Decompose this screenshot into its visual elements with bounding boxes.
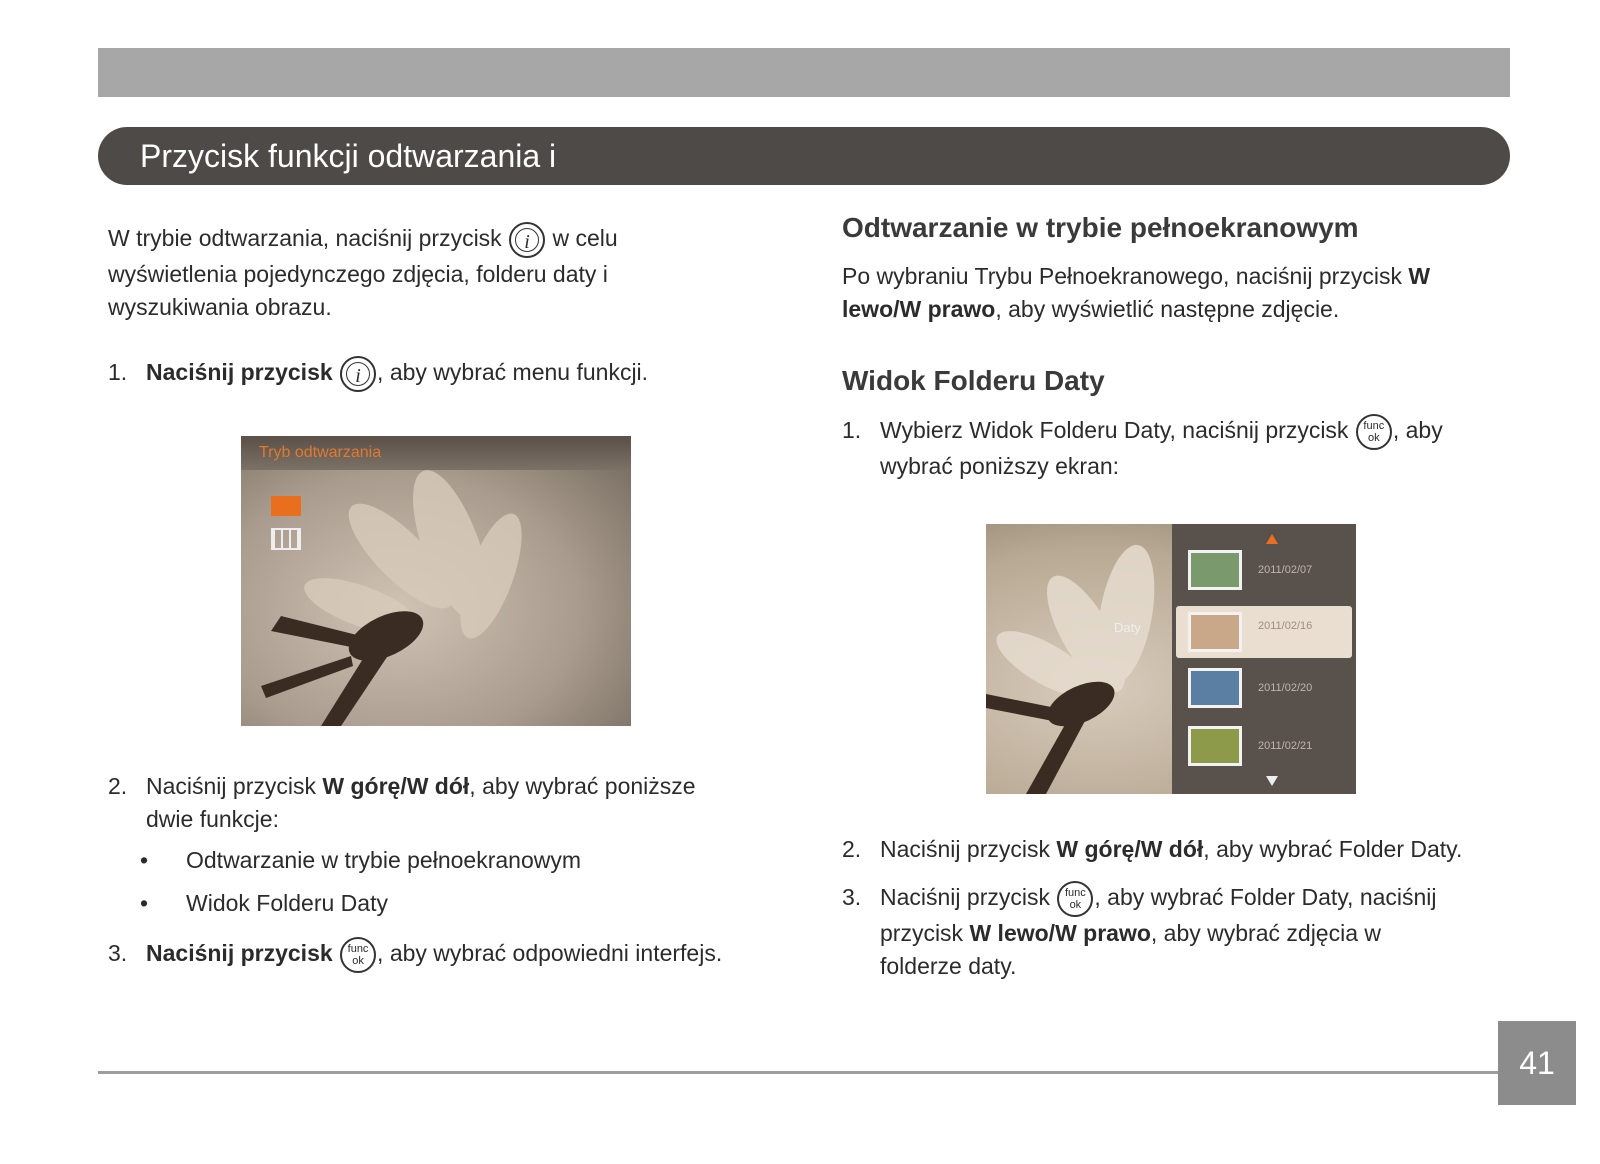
- right-step-2: 2. Naciśnij przycisk W górę/W dół, aby wybrać Folder Daty.: [842, 833, 1462, 866]
- left-step-3: [108, 937, 722, 973]
- flower-image: [241, 436, 631, 726]
- step3-bold-text: Naciśnij przycisk: [146, 940, 333, 967]
- step-number: 3.: [842, 884, 862, 910]
- info-button-icon: i: [509, 222, 545, 258]
- intro-text-line3: wyszukiwania obrazu.: [108, 294, 332, 320]
- step-number: 1.: [108, 359, 128, 385]
- date-folder-screenshot: [986, 524, 1356, 794]
- step-number: 1.: [842, 417, 862, 443]
- left-step-2: 2. Naciśnij przycisk W górę/W dół, aby wybrać poniższe dwie funkcje:: [108, 770, 696, 836]
- arrow-up-icon: [1266, 534, 1278, 544]
- intro-paragraph: [108, 222, 618, 324]
- arrow-down-icon: [1266, 776, 1278, 786]
- header-band: [98, 48, 1510, 97]
- intro-text-a: W trybie odtwarzania, naciśnij przycisk: [108, 225, 502, 252]
- right-step-3: 3. Naciśnij przycisk func ok , aby wybrać Folder Daty, naciśnij przycisk W lewo/W prawo, aby wybrać zdjęcia w folderze daty.: [842, 881, 1437, 983]
- intro-text-line2: wyświetlenia pojedynczego zdjęcia, folderu daty i: [108, 261, 608, 287]
- folder-date: 2011/02/16: [1258, 620, 1313, 632]
- step2-text-line2: dwie funkcje:: [146, 806, 279, 832]
- folder-thumbnail: [1188, 612, 1242, 652]
- step3-text: , aby wybrać odpowiedni interfejs.: [377, 940, 723, 967]
- bullet-item: • Odtwarzanie w trybie pełnoekranowym: [140, 847, 582, 873]
- left-step-1: [108, 356, 648, 392]
- step-number: 3.: [108, 940, 128, 966]
- date-folder-list: [1172, 524, 1356, 794]
- section-title: Przycisk funkcji odtwarzania i: [98, 127, 1510, 185]
- step-number: 2.: [108, 773, 128, 799]
- page-number: 41: [1498, 1021, 1576, 1105]
- single-view-mode-icon: [271, 496, 301, 516]
- heading-fullscreen: Odtwarzanie w trybie pełnoekranowym: [842, 212, 1359, 243]
- screen-menu-header: Tryb odtwarzania: [241, 436, 631, 470]
- bullet-item: • Widok Folderu Daty: [140, 890, 388, 916]
- date-folder-mode-icon: [271, 528, 301, 550]
- func-ok-button-icon: func ok: [340, 937, 376, 973]
- folder-thumbnail: [1188, 550, 1242, 590]
- date-mode-label: Daty: [1114, 620, 1141, 635]
- step1-text: , aby wybrać menu funkcji.: [377, 359, 649, 386]
- folder-date: 2011/02/21: [1258, 740, 1313, 752]
- footer-divider: [98, 1071, 1498, 1074]
- folder-date: 2011/02/07: [1258, 564, 1313, 576]
- folder-thumbnail: [1188, 726, 1242, 766]
- intro-text-b: w celu: [552, 225, 618, 252]
- func-ok-button-icon: func ok: [1057, 881, 1093, 917]
- folder-thumbnail: [1188, 668, 1242, 708]
- step1-bold-text: Naciśnij przycisk: [146, 359, 333, 386]
- fullscreen-paragraph: Po wybraniu Trybu Pełnoekranowego, naciśnij przycisk W lewo/W prawo, aby wyświetlić następne zdjęcie.: [842, 263, 1431, 322]
- folder-date: 2011/02/20: [1258, 682, 1313, 694]
- flower-image: [986, 524, 1172, 794]
- step2-bold-text: W górę/W dół: [322, 773, 470, 799]
- step-number: 2.: [842, 836, 862, 862]
- info-button-icon: i: [340, 356, 376, 392]
- right-step-1: 1. Wybierz Widok Folderu Daty, naciśnij przycisk func ok , aby wybrać poniższy ekran:: [842, 414, 1443, 483]
- heading-date-folder: Widok Folderu Daty: [842, 365, 1105, 396]
- playback-menu-screenshot: [241, 436, 631, 726]
- func-ok-button-icon: func ok: [1356, 414, 1392, 450]
